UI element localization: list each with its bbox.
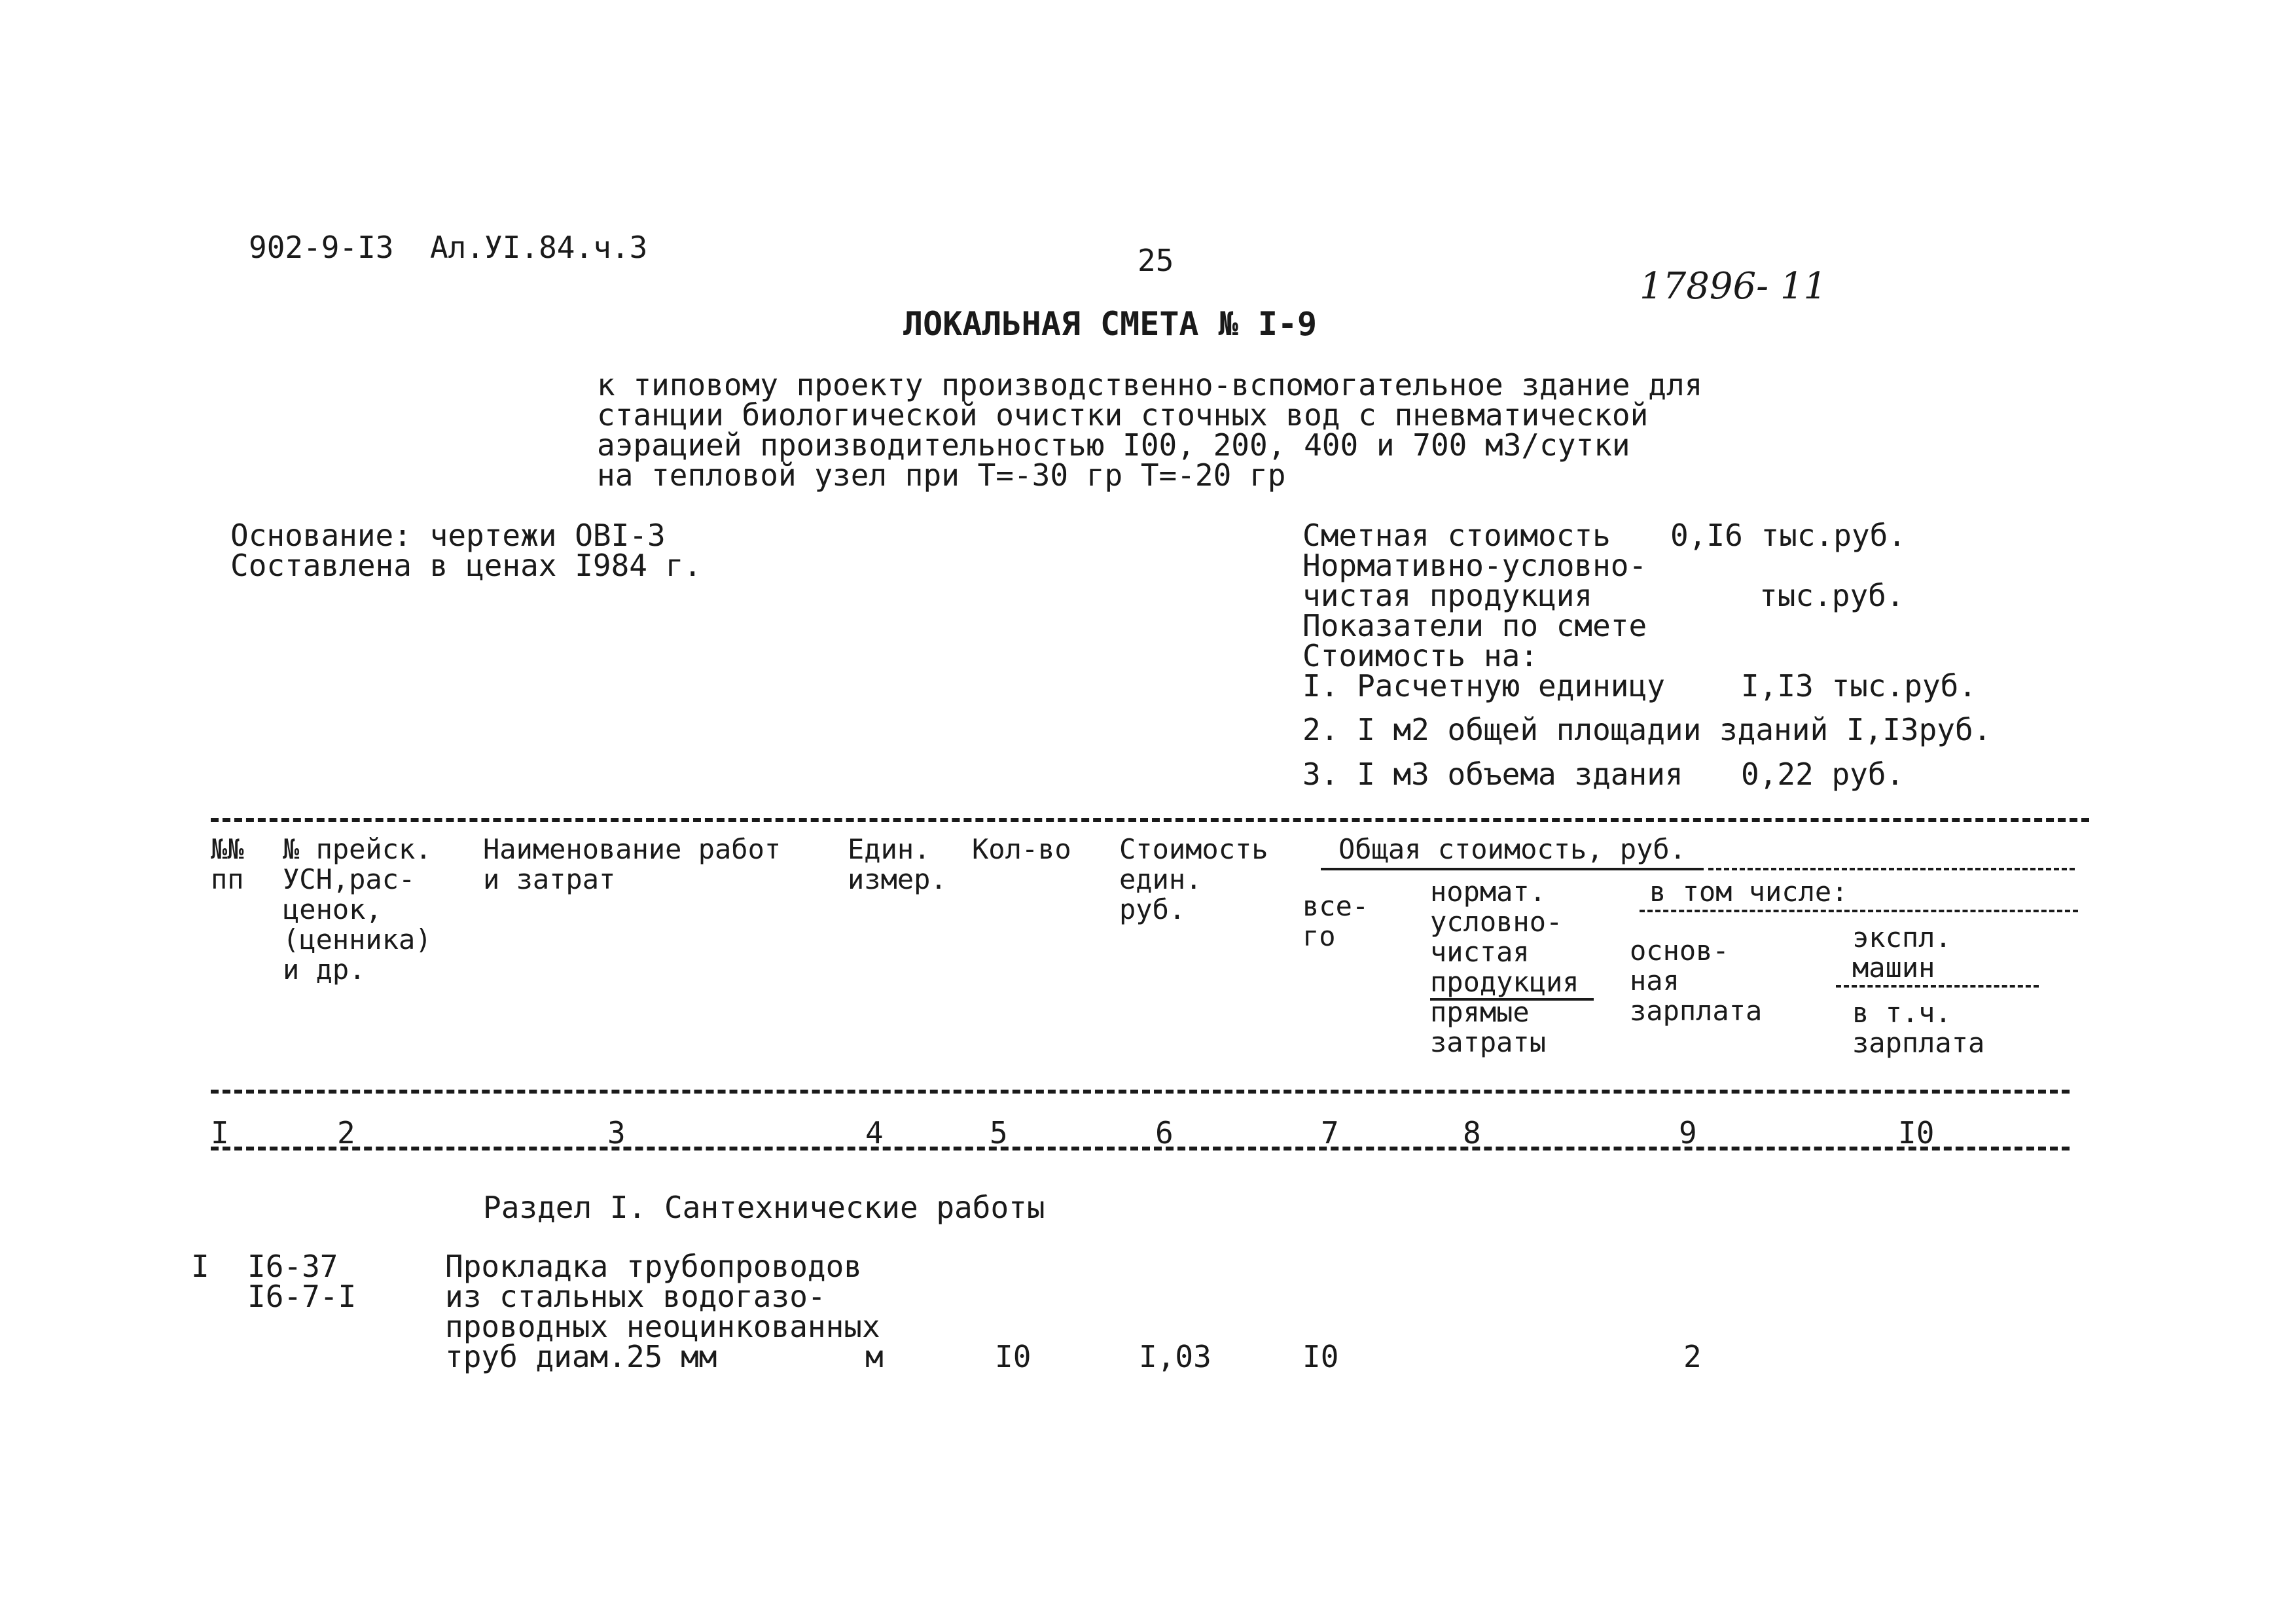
column-number: I0: [1898, 1115, 1935, 1150]
header-text: един.: [1119, 863, 1202, 895]
header-text: Стоимость: [1119, 833, 1268, 865]
column-number: 5: [990, 1115, 1008, 1150]
including-underline: [1640, 910, 2078, 912]
column-number: 8: [1463, 1115, 1481, 1150]
header-text: нормат.: [1430, 876, 1547, 908]
project-description: [597, 367, 1703, 493]
column-number: 2: [337, 1115, 355, 1150]
item1-label: I. Расчетную единицу: [1302, 668, 1665, 704]
total-header-underline: [1321, 868, 1704, 870]
row-name-line: труб диам.25 мм: [445, 1339, 717, 1374]
row-code: I6-7-I: [247, 1279, 357, 1314]
table-top-rule: [211, 818, 2089, 822]
column-header-norm: [1430, 877, 1579, 1058]
header-text: ная: [1630, 965, 1679, 997]
cost-label: Сметная стоимость: [1302, 518, 1611, 553]
row-total: I0: [1302, 1339, 1339, 1374]
header-text: го: [1302, 920, 1336, 952]
header-text: ценок,: [283, 893, 382, 925]
column-number: 3: [607, 1115, 626, 1150]
description-line: аэрацией производительностью I00, 200, 400 и 700 м3/сутки: [597, 427, 1630, 463]
header-text: прямые: [1430, 996, 1530, 1028]
document-code: 902-9-I3 Ал.УI.84.ч.3: [249, 230, 648, 265]
column-header-machine-salary: [1852, 998, 1984, 1058]
column-number: I: [211, 1115, 229, 1150]
column-number: 9: [1679, 1115, 1697, 1150]
description-line: к типовому проекту производственно-вспомогательное здание для: [597, 367, 1703, 402]
including-header: в том числе:: [1649, 876, 1848, 908]
document-title: ЛОКАЛЬНАЯ СМЕТА № I-9: [903, 305, 1318, 343]
row-quantity: I0: [995, 1339, 1031, 1374]
header-text: условно-: [1430, 906, 1563, 938]
basis-line: Основание: чертежи ОВI-3: [230, 518, 666, 553]
basis-line: Составлена в ценах I984 г.: [230, 548, 702, 583]
header-text: все-: [1302, 890, 1369, 922]
total-cost-header: Общая стоимость, руб.: [1338, 833, 1687, 865]
row-number: I: [191, 1249, 209, 1284]
row-code: I6-37: [247, 1249, 338, 1284]
norm-label: Нормативно-условно-: [1302, 548, 1647, 583]
cost-per-label: Стоимость на:: [1302, 638, 1539, 673]
header-text: в т.ч.: [1852, 997, 1952, 1029]
column-header-number: [211, 834, 244, 895]
header-text: экспл.: [1852, 921, 1952, 954]
header-text: и др.: [283, 954, 366, 986]
row-name-line: Прокладка трубопроводов: [445, 1249, 862, 1284]
header-text: пп: [211, 863, 244, 895]
page-number: 25: [1138, 243, 1174, 278]
cost-value: 0,I6 тыс.руб.: [1670, 518, 1907, 553]
header-text: зарплата: [1852, 1027, 1985, 1059]
row-name-line: проводных неоцинкованных: [445, 1309, 880, 1344]
column-header-machines: [1852, 923, 1952, 983]
header-text: УСН,рас-: [283, 863, 416, 895]
column-number: 6: [1155, 1115, 1174, 1150]
header-bottom-rule: [211, 1090, 2070, 1094]
norm-label: чистая продукция: [1302, 578, 1593, 613]
column-header-quantity: Кол-во: [972, 833, 1071, 865]
column-header-price-ref: [283, 834, 432, 985]
column-number: 7: [1321, 1115, 1339, 1150]
row-unit: м: [865, 1339, 884, 1374]
machines-underline: [1836, 985, 2039, 988]
column-number: 4: [865, 1115, 884, 1150]
header-text: и затрат: [483, 863, 616, 895]
header-text: измер.: [848, 863, 947, 895]
header-text: затраты: [1430, 1026, 1547, 1058]
column-numbers-rule: [211, 1147, 2070, 1150]
item1-value: I,I3 тыс.руб.: [1741, 668, 1977, 704]
row-unit-cost: I,03: [1139, 1339, 1211, 1374]
description-line: станции биологической очистки сточных вод с пневматической: [597, 397, 1649, 433]
column-header-total: [1302, 891, 1369, 952]
header-text: основ-: [1630, 935, 1729, 967]
item2-line: 2. I м2 общей площадии зданий I,I3руб.: [1302, 712, 1992, 747]
header-text: машин: [1852, 952, 1935, 984]
indicators-label: Показатели по смете: [1302, 608, 1647, 643]
header-text: продукция: [1430, 966, 1579, 998]
header-text: № прейск.: [283, 833, 432, 865]
row-codes: [247, 1249, 357, 1314]
column-header-salary: [1630, 936, 1762, 1026]
header-text: руб.: [1119, 893, 1186, 925]
column-header-unit: [848, 834, 947, 895]
column-header-work-name: [483, 834, 781, 895]
total-header-dash: [1708, 868, 2075, 870]
header-text: Един.: [848, 833, 931, 865]
row-name-line: из стальных водогазо-: [445, 1279, 826, 1314]
row-work-name: [445, 1251, 880, 1372]
header-text: зарплата: [1630, 995, 1763, 1027]
header-text: (ценника): [283, 923, 432, 955]
header-text: Наименование работ: [483, 833, 781, 865]
description-line: на тепловой узел при Т=-30 гр Т=-20 гр: [597, 457, 1286, 493]
item3-value: 0,22 руб.: [1741, 757, 1905, 792]
header-text: чистая: [1430, 936, 1530, 968]
handwritten-number: 17896- 11: [1640, 265, 1827, 308]
norm-value: тыс.руб.: [1759, 578, 1905, 613]
basis-block: [230, 518, 702, 583]
item3-label: 3. I м3 объема здания: [1302, 757, 1683, 792]
column-header-unit-cost: [1119, 834, 1268, 925]
row-salary: 2: [1683, 1339, 1702, 1374]
norm-underline: [1430, 998, 1594, 1001]
header-text: №№: [211, 833, 244, 865]
section-title: Раздел I. Сантехнические работы: [483, 1190, 1045, 1225]
